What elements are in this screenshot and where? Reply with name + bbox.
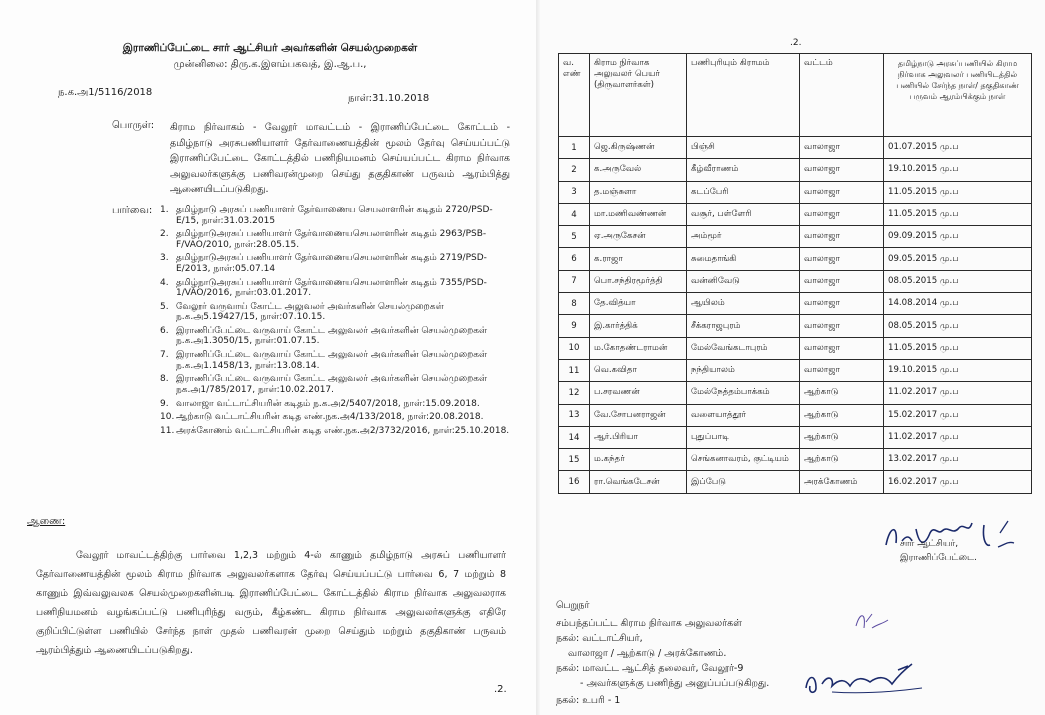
reference-item bbox=[160, 412, 515, 423]
order-label: ஆணை: bbox=[27, 516, 66, 527]
cell-officer-name: த.மஞ்சுளா bbox=[590, 181, 687, 203]
cell-serial: 5 bbox=[559, 226, 590, 248]
table-body bbox=[559, 137, 1032, 494]
cell-taluk: ஆற்காடு bbox=[800, 449, 884, 471]
cell-taluk: வாலாஜா bbox=[800, 203, 884, 225]
header-join-date: தமிழ்நாடு அரசுப்பணியில் கிராம நிர்வாக அலுவலர் பணியிடத்தில் பணியில் சேர்ந்த நாள்/ தகுதிகாண் பருவம் ஆரம்பிக்கும் நாள் bbox=[884, 54, 1032, 137]
cell-join-date: 11.05.2015 மு.ப bbox=[884, 337, 1032, 359]
reference-item bbox=[160, 399, 515, 410]
cell-taluk: அரக்கோணம் bbox=[800, 471, 884, 493]
reference-number-label: 11. bbox=[160, 425, 175, 436]
reference-text: இராணிப்பேட்டை வருவாய் கோட்ட அலுவலர் அவர்களின் செயல்முறைகள் ந.க.அ1.1458/13, நாள்:13.08.14. bbox=[176, 350, 488, 371]
cell-village: கீழ்வீராணம் bbox=[687, 159, 800, 181]
cell-taluk: வாலாஜா bbox=[800, 270, 884, 292]
page-number: .2. bbox=[494, 684, 507, 695]
reference-item bbox=[160, 350, 515, 371]
cell-taluk: ஆற்காடு bbox=[800, 404, 884, 426]
cell-join-date: 09.09.2015 மு.ப bbox=[884, 226, 1032, 248]
cell-officer-name: இ.கார்த்திக் bbox=[590, 315, 687, 337]
cell-taluk: வாலாஜா bbox=[800, 137, 884, 159]
cell-officer-name: ம.கந்தர் bbox=[590, 449, 687, 471]
table-header-row bbox=[559, 54, 1032, 137]
cell-officer-name: மா.மணிவண்ணன் bbox=[590, 203, 687, 225]
reference-number-label: 5. bbox=[160, 301, 169, 312]
cell-village: வசூர், பள்ளேரி bbox=[687, 203, 800, 225]
table-row bbox=[559, 226, 1032, 248]
cell-serial: 10 bbox=[559, 337, 590, 359]
cell-serial: 14 bbox=[559, 426, 590, 448]
cell-join-date: 11.05.2015 மு.ப bbox=[884, 181, 1032, 203]
initial-mark bbox=[852, 608, 892, 632]
officer-table bbox=[558, 53, 1032, 494]
reference-item bbox=[160, 278, 515, 299]
subject-label: பொருள்: bbox=[112, 120, 155, 131]
cell-taluk: வாலாஜா bbox=[800, 337, 884, 359]
signature-image bbox=[802, 662, 952, 698]
office-header: இராணிப்பேட்டை சார் ஆட்சியர் அவர்களின் செயல்முறைகள் bbox=[122, 42, 418, 54]
reference-text: தமிழ்நாடுஅரசுப் பணியாளர் தேர்வாணையசெயலாளரின் கடிதம் 7355/PSD-1/VAO/2016, நாள்:03.01.2017. bbox=[176, 277, 487, 299]
cell-join-date: 19.10.2015 மு.ப bbox=[884, 359, 1032, 381]
cell-village: ஆயிலம் bbox=[687, 293, 800, 315]
cell-join-date: 15.02.2017 மு.ப bbox=[884, 404, 1032, 426]
reference-text: தமிழ்நாடுஅரசுப் பணியாளர் தேர்வாணையசெயலாளரின் கடிதம் 2719/PSD-E/2013, நாள்:05.07.14 bbox=[176, 253, 487, 274]
cell-village: வன்னிவேடு bbox=[687, 270, 800, 292]
table-row bbox=[559, 404, 1032, 426]
cell-officer-name: ம.கோதண்டராமன் bbox=[590, 337, 687, 359]
right-page bbox=[540, 0, 1045, 715]
cell-village: வளையாத்தூர் bbox=[687, 404, 800, 426]
cell-officer-name: ஜெ.கிருஷ்ணன் bbox=[590, 137, 687, 159]
cell-serial: 7 bbox=[559, 270, 590, 292]
cell-officer-name: ஏ.அருகேசன் bbox=[590, 226, 687, 248]
cell-village: மேல்நேத்தம்பாக்கம் bbox=[687, 382, 800, 404]
reference-number-label: 9. bbox=[160, 398, 169, 409]
cell-village: கடப்பேரி bbox=[687, 181, 800, 203]
cell-village: பிஞ்சி bbox=[687, 137, 800, 159]
cell-serial: 9 bbox=[559, 315, 590, 337]
reference-number-label: 6. bbox=[160, 325, 169, 336]
reference-number-label: 1. bbox=[160, 205, 169, 215]
copy-line: - அவர்களுக்கு பணிந்து அனுப்பப்படுகிறது. bbox=[580, 678, 770, 689]
cell-village: மேல்வேங்கடாபுரம் bbox=[687, 337, 800, 359]
cell-taluk: வாலாஜா bbox=[800, 293, 884, 315]
header-serial: வ. எண் bbox=[559, 54, 590, 137]
cell-taluk: வாலாஜா bbox=[800, 248, 884, 270]
table-row bbox=[559, 270, 1032, 292]
reference-item bbox=[160, 205, 515, 226]
cell-join-date: 11.02.2017 மு.ப bbox=[884, 382, 1032, 404]
references-label: பார்வை: bbox=[112, 205, 153, 216]
copy-line: நகல்: உபரி - 1 bbox=[556, 695, 621, 706]
cell-taluk: வாலாஜா bbox=[800, 181, 884, 203]
reference-text: தமிழ்நாடு அரசுப் பணியாளர் தேர்வாணைய செயலாளரின் கடிதம் 2720/PSD-E/15, நாள்:31.03.2015 bbox=[176, 205, 493, 226]
cell-serial: 4 bbox=[559, 203, 590, 225]
order-date: நாள்:31.10.2018 bbox=[348, 93, 430, 104]
copy-line: நகல்: வட்டாட்சியர், bbox=[556, 633, 643, 644]
reference-number-label: 3. bbox=[160, 253, 169, 264]
table-row bbox=[559, 181, 1032, 203]
reference-number: ந.க.அ1/5116/2018 bbox=[58, 87, 153, 98]
cell-join-date: 08.05.2015 மு.ப bbox=[884, 315, 1032, 337]
cell-serial: 6 bbox=[559, 248, 590, 270]
cell-join-date: 01.07.2015 மு.ப bbox=[884, 137, 1032, 159]
header-taluk: வட்டம் bbox=[800, 54, 884, 137]
reference-item bbox=[160, 374, 515, 395]
cell-taluk: ஆற்காடு bbox=[800, 426, 884, 448]
reference-text: இராணிப்பேட்டை வருவாய் கோட்ட அலுவலர் அவர்களின் செயல்முறைகள் ந.க.அ1.3050/15, நாள்:01.07.15. bbox=[176, 325, 488, 347]
cell-serial: 13 bbox=[559, 404, 590, 426]
table-row bbox=[559, 449, 1032, 471]
page-number: .2. bbox=[790, 38, 802, 48]
cell-join-date: 08.05.2015 மு.ப bbox=[884, 270, 1032, 292]
table-row bbox=[559, 426, 1032, 448]
table-row bbox=[559, 471, 1032, 493]
cell-serial: 16 bbox=[559, 471, 590, 493]
reference-item bbox=[160, 253, 515, 274]
cell-village: புதுப்பாடி bbox=[687, 426, 800, 448]
cell-serial: 12 bbox=[559, 382, 590, 404]
cell-officer-name: ஆர்.பிரியா bbox=[590, 426, 687, 448]
cell-officer-name: க.ராஜா bbox=[590, 248, 687, 270]
cell-officer-name: தே.வித்யா bbox=[590, 293, 687, 315]
reference-text: தமிழ்நாடுஅரசுப் பணியாளர் தேர்வாணையசெயலாளரின் கடிதம் 2963/PSB-F/VAO/2010, நாள்:28.05.15. bbox=[176, 229, 487, 250]
presence-line: முன்னிலை: திரு.க.இளம்பகவத், இ.ஆ.ப., bbox=[173, 59, 367, 70]
cell-join-date: 13.02.2017 மு.ப bbox=[884, 449, 1032, 471]
cell-village: செங்கனாவரம், குட்டியம் bbox=[687, 449, 800, 471]
cell-officer-name: வெ.கவிதா bbox=[590, 359, 687, 381]
cell-serial: 2 bbox=[559, 159, 590, 181]
cell-join-date: 09.05.2015 மு.ப bbox=[884, 248, 1032, 270]
subject-text: கிராம நிர்வாகம் - வேலூர் மாவட்டம் - இராணிப்பேட்டை கோட்டம் - தமிழ்நாடு அரசுபணியாளர் தேர்வாணையத்தின் மூலம் தேர்வு செய்யப்பட்டு இராணிப்பேட்டை கோட்டத்தில் பணிநியமனம் செய்யப்பட்ட கிராம நிர்வாக அலுவலர்களுக்கு பணிவரன்முறை செய்து தகுதிகாண் பருவம் ஆரம்பித்து ஆணையிடப்படுகிறது. bbox=[170, 122, 510, 195]
table-row bbox=[559, 203, 1032, 225]
reference-text: வேலூர் வருவாய் கோட்ட அலுவலர் அவர்களின் செயல்முறைகள் ந.க.அ5.19427/15, நாள்:07.10.15. bbox=[176, 301, 444, 323]
reference-item bbox=[160, 426, 515, 437]
signatory-office: இராணிப்பேட்டை. bbox=[900, 553, 977, 563]
cell-join-date: 16.02.2017 மு.ப bbox=[884, 471, 1032, 493]
copy-line: வாலாஜா / ஆற்காடு / அரக்கோணம். bbox=[568, 648, 727, 659]
header-name: கிராம நிர்வாக அலுவலர் பெயர் (திருவாளர்கள்) bbox=[590, 54, 687, 137]
cell-join-date: 19.10.2015 மு.ப bbox=[884, 159, 1032, 181]
cell-join-date: 11.02.2017 மு.ப bbox=[884, 426, 1032, 448]
cell-join-date: 11.05.2015 மு.ப bbox=[884, 203, 1032, 225]
cell-officer-name: க.அருவேல் bbox=[590, 159, 687, 181]
reference-text: வாலாஜா வட்டாட்சியரின் கடிதம் ந.க.அ2/5407/2018, நாள்:15.09.2018. bbox=[176, 398, 480, 409]
recipient-line: சம்பந்தப்பட்ட கிராம நிர்வாக அலுவலர்கள் bbox=[556, 618, 742, 629]
cell-taluk: வாலாஜா bbox=[800, 226, 884, 248]
table-row bbox=[559, 315, 1032, 337]
cell-village: அம்மூர் bbox=[687, 226, 800, 248]
cell-serial: 8 bbox=[559, 293, 590, 315]
cell-serial: 3 bbox=[559, 181, 590, 203]
cell-taluk: வாலாஜா bbox=[800, 159, 884, 181]
reference-text: அரக்கோணம் வட்டாட்சியரின் கடித எண்.நக.அ2/3732/2016, நாள்:25.10.2018. bbox=[176, 425, 510, 436]
cell-taluk: வாலாஜா bbox=[800, 315, 884, 337]
cell-village: நந்தியாலம் bbox=[687, 359, 800, 381]
reference-text: ஆற்காடு வட்டாட்சியரின் கடித எண்.நக.அ4/133/2018, நாள்:20.08.2018. bbox=[176, 412, 484, 423]
copy-line: நகல்: மாவட்ட ஆட்சித் தலைவர், வேலூர்-9 bbox=[556, 663, 744, 674]
cell-officer-name: பொ.சந்திரமூர்த்தி bbox=[590, 270, 687, 292]
table-row bbox=[559, 137, 1032, 159]
cell-officer-name: ரா.வெங்கடேசன் bbox=[590, 471, 687, 493]
table-row bbox=[559, 359, 1032, 381]
cell-village: சீக்கராஜபுரம் bbox=[687, 315, 800, 337]
cell-officer-name: வே.சோபனராஜன் bbox=[590, 404, 687, 426]
cell-taluk: வாலாஜா bbox=[800, 359, 884, 381]
reference-number-label: 4. bbox=[160, 277, 169, 288]
signatory-title: சார் ஆட்சியர், bbox=[900, 539, 959, 549]
cell-officer-name: ப.சரவணன் bbox=[590, 382, 687, 404]
reference-text: இராணிப்பேட்டை வருவாய் கோட்ட அலுவலர் அவர்களின் செயல்முறைகள் நக.அ1/785/2017, நாள்:10.02.2017. bbox=[176, 374, 488, 395]
reference-number-label: 8. bbox=[160, 374, 169, 385]
cell-join-date: 14.08.2014 மு.ப bbox=[884, 293, 1032, 315]
table-row bbox=[559, 382, 1032, 404]
header-village: பணிபுரியும் கிராமம் bbox=[687, 54, 800, 137]
cell-village: இப்பேடு bbox=[687, 471, 800, 493]
reference-item bbox=[160, 302, 515, 323]
table-row bbox=[559, 248, 1032, 270]
table-row bbox=[559, 337, 1032, 359]
cell-serial: 15 bbox=[559, 449, 590, 471]
reference-number-label: 7. bbox=[160, 350, 169, 361]
references-list bbox=[160, 205, 515, 440]
reference-number-label: 10. bbox=[160, 412, 175, 423]
order-text: வேலூர் மாவட்டத்திற்கு பார்வை 1,2,3 மற்றும் 4-ல் காணும் தமிழ்நாடு அரசுப் பணியாளர் தேர்வாணையத்தின் மூலம் கிராம நிர்வாக அலுவலர்களாக தேர்வு செய்யப்பட்டு பார்வை 6, 7 மற்றும் 8 காணும் இவ்வலுவலக செயல்முறைகளின்படி இராணிப்பேட்டை கோட்டத்தில் கிராம நிர்வாக அலுவலராக பணிநியமனம் வழங்கப்பட்டு பணிபுரிந்து வரும், கீழ்கண்ட கிராம நிர்வாக அலுவலர்களுக்கு எதிரே குறிப்பிட்டுள்ள பணியில் சேர்ந்த நாள் முதல் பணிவரன் முறை செய்தும் மற்றும் தகுதிகாண் பருவம் ஆரம்பித்தும் ஆணையிடப்படுகிறது. bbox=[36, 550, 506, 656]
table-row bbox=[559, 293, 1032, 315]
cell-taluk: ஆற்காடு bbox=[800, 382, 884, 404]
table-row bbox=[559, 159, 1032, 181]
cell-serial: 1 bbox=[559, 137, 590, 159]
cell-village: சுமைதாங்கி bbox=[687, 248, 800, 270]
reference-number-label: 2. bbox=[160, 229, 169, 240]
reference-item bbox=[160, 229, 515, 250]
reference-item bbox=[160, 326, 515, 347]
cell-serial: 11 bbox=[559, 359, 590, 381]
recipients-label: பெறுநர் bbox=[556, 600, 590, 611]
